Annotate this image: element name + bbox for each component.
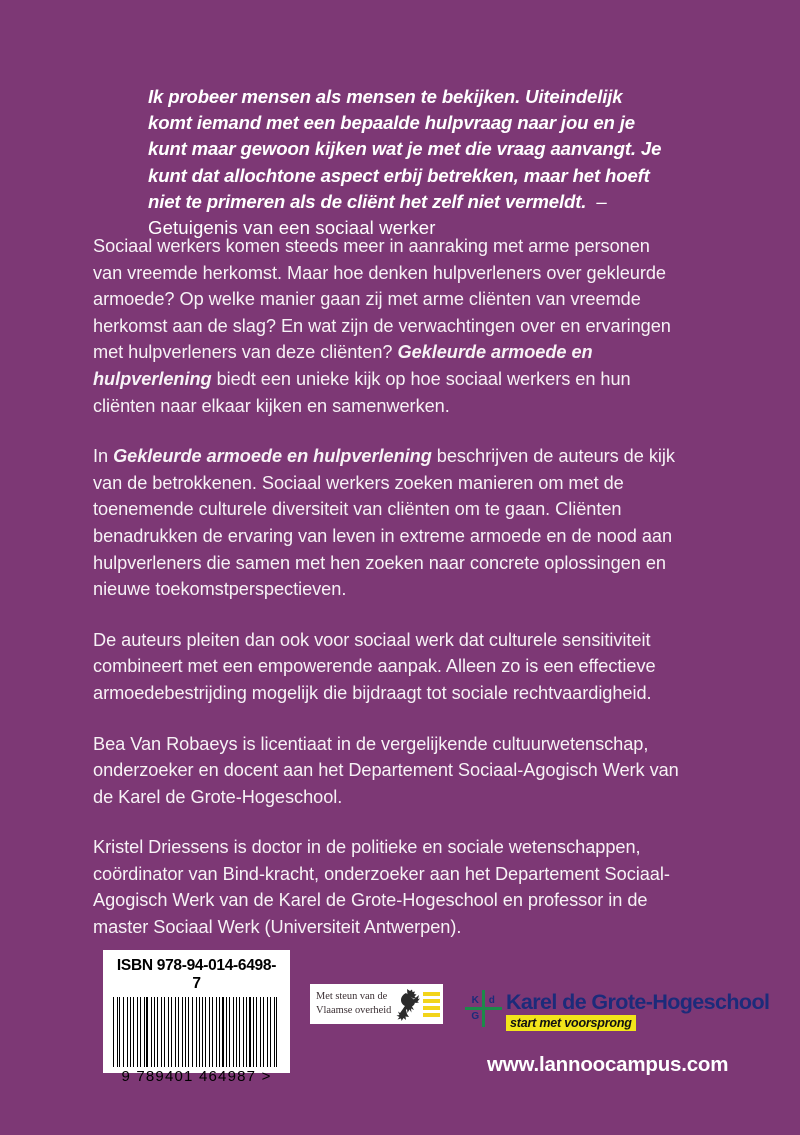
kdg-letter-g: G	[471, 1011, 480, 1023]
publisher-website[interactable]: www.lannoocampus.com	[487, 1053, 729, 1076]
barcode-bar	[207, 997, 208, 1067]
blurb-paragraph-1	[93, 233, 679, 419]
blurb-paragraph-2	[93, 443, 679, 603]
vlaamse-overheid-text	[316, 990, 391, 1018]
accent-bar	[423, 1013, 440, 1017]
barcode-bar	[239, 997, 240, 1067]
barcode-bar	[159, 997, 160, 1067]
barcode-bar	[249, 997, 250, 1067]
barcode-bar	[146, 997, 148, 1067]
barcode-bar	[278, 997, 279, 1067]
flemish-lion-icon	[394, 987, 420, 1021]
barcode-bar	[229, 997, 230, 1067]
isbn-number: ISBN 978-94-014-6498-7	[116, 957, 277, 992]
barcode-bar	[152, 997, 153, 1067]
barcode-bar	[176, 997, 177, 1067]
author-bio-kristel-driessens: Kristel Driessens is doctor in de politieke en sociale wetenschappen, coördinator van Bind-kracht, onderzoeker aan het Departement Sociaal-Agogisch Werk van de Karel de Grote-Hogeschool en professor in de master Sociaal Werk (Universiteit Antwerpen).	[93, 837, 670, 938]
barcode-bar	[154, 997, 155, 1067]
barcode-bar	[173, 997, 174, 1067]
accent-bar	[423, 992, 440, 996]
barcode-bar	[246, 997, 247, 1067]
pull-quote	[148, 84, 671, 241]
barcode-bar	[199, 997, 200, 1067]
barcode-bar	[205, 997, 206, 1067]
book-title-mention-1: Gekleurde armoede en hulpverlening	[93, 342, 593, 389]
pull-quote-body: Ik probeer mensen als mensen te bekijken. Uiteindelijk komt iemand met een bepaalde hulpvraag naar jou en je kunt maar gewoon kijken wat je met die vraag aanvangt. Je kunt dat allochtone aspect erbij betrekken, maar het hoeft niet te primeren als de cliënt het zelf niet vermeldt.	[148, 86, 662, 212]
barcode-bar	[164, 997, 165, 1067]
barcode-bar	[135, 997, 136, 1067]
accent-bar	[423, 999, 440, 1003]
kdg-letter-blank	[484, 1009, 501, 1026]
barcode-bar	[188, 997, 189, 1067]
barcode-bar	[162, 997, 163, 1067]
barcode-bar	[114, 997, 115, 1067]
barcode-bar	[180, 997, 181, 1067]
barcode-bar	[241, 997, 242, 1067]
vlaamse-overheid-line1: Met steun van de	[316, 991, 388, 1002]
kdg-monogram-icon	[467, 992, 500, 1025]
isbn-barcode	[103, 950, 290, 1085]
barcode-bar	[197, 997, 198, 1067]
barcode-bar	[234, 997, 235, 1067]
barcode-bar	[123, 997, 124, 1067]
barcode-bar	[171, 997, 172, 1067]
blurb-paragraph-3: De auteurs pleiten dan ook voor sociaal werk dat culturele sensitiviteit combineert met een empowerende aanpak. Alleen zo is een effectieve armoedebestrijding mogelijk die bijdraagt tot sociale rechtvaardigheid.	[93, 629, 656, 703]
barcode-bar	[221, 997, 222, 1067]
blurb-p2-lead: In	[93, 446, 114, 467]
barcode-bar	[210, 997, 211, 1067]
blurb-p1-tail: biedt een unieke kijk op hoe sociaal werkers en hun cliënten naar elkaar kijken en samenwerken.	[93, 368, 631, 416]
book-title-mention-2: Gekleurde armoede en hulpverlening	[113, 446, 432, 467]
barcode-bar	[270, 997, 271, 1067]
barcode-bar	[193, 997, 194, 1067]
vlaamse-overheid-logo	[310, 984, 443, 1024]
barcode-bar	[263, 997, 264, 1067]
blurb-p1-lead: Sociaal werkers komen steeds meer in aanraking met arme personen van vreemde herkomst. Maar hoe denken hulpverleners over gekleurde armoede? Op welke manier gaan zij met arme cliënten van vreemde herkomst aan de slag? En wat zijn de verwachtingen over en ervaringen met hulpverleners van deze cliënten?	[93, 236, 671, 363]
barcode-bars	[113, 997, 280, 1067]
barcode-bar	[253, 997, 254, 1067]
barcode-bar	[140, 997, 141, 1067]
barcode-bar	[216, 997, 217, 1067]
barcode-bar	[125, 997, 126, 1067]
barcode-bar	[185, 997, 186, 1067]
barcode-bar	[119, 997, 120, 1067]
flemish-accent-bars	[423, 992, 440, 1017]
author-bio-bea-van-robaeys: Bea Van Robaeys is licentiaat in de vergelijkende cultuurwetenschap, onderzoeker en docent aan het Departement Sociaal-Agogisch Werk van de Karel de Grote-Hogeschool.	[93, 733, 679, 807]
kdg-wordmark	[506, 991, 769, 1032]
barcode-bar	[178, 997, 179, 1067]
barcode-bar	[222, 997, 223, 1067]
pull-quote-text	[148, 84, 671, 241]
kdg-tagline: start met voorsprong	[506, 1015, 636, 1031]
kdg-letter-d: d	[488, 994, 495, 1006]
kdg-title: Karel de Grote-Hogeschool	[506, 990, 770, 1014]
barcode-bar	[258, 997, 259, 1067]
blurb-p2-tail: beschrijven de auteurs de kijk van de betrokkenen. Sociaal werkers zoeken manieren om met de toenemende culturele diversiteit van cliënten om te gaan. Cliënten benadrukken de ervaring van leven in extreme armoede en de nood aan hulpverleners die samen met hen zoeken naar concrete oplossingen en nieuwe toekomstperspectieven.	[93, 446, 675, 600]
karel-de-grote-hogeschool-logo	[467, 991, 769, 1029]
barcode-bar	[262, 997, 263, 1067]
barcode-bar	[268, 997, 269, 1067]
vlaamse-overheid-line2: Vlaamse overheid	[316, 1005, 392, 1016]
barcode-digits: 9 789401 464987 >	[121, 1068, 272, 1085]
blurb-text	[93, 233, 679, 941]
accent-bar	[423, 1006, 440, 1010]
barcode-bar	[130, 997, 131, 1067]
kdg-cross-horizontal	[465, 1007, 502, 1010]
kdg-letter-k: K	[471, 994, 479, 1006]
barcode-bar	[133, 997, 134, 1067]
barcode-bar	[231, 997, 232, 1067]
barcode-bar	[214, 997, 215, 1067]
pull-quote-attribution: – Getuigenis van een sociaal werker	[148, 190, 607, 239]
